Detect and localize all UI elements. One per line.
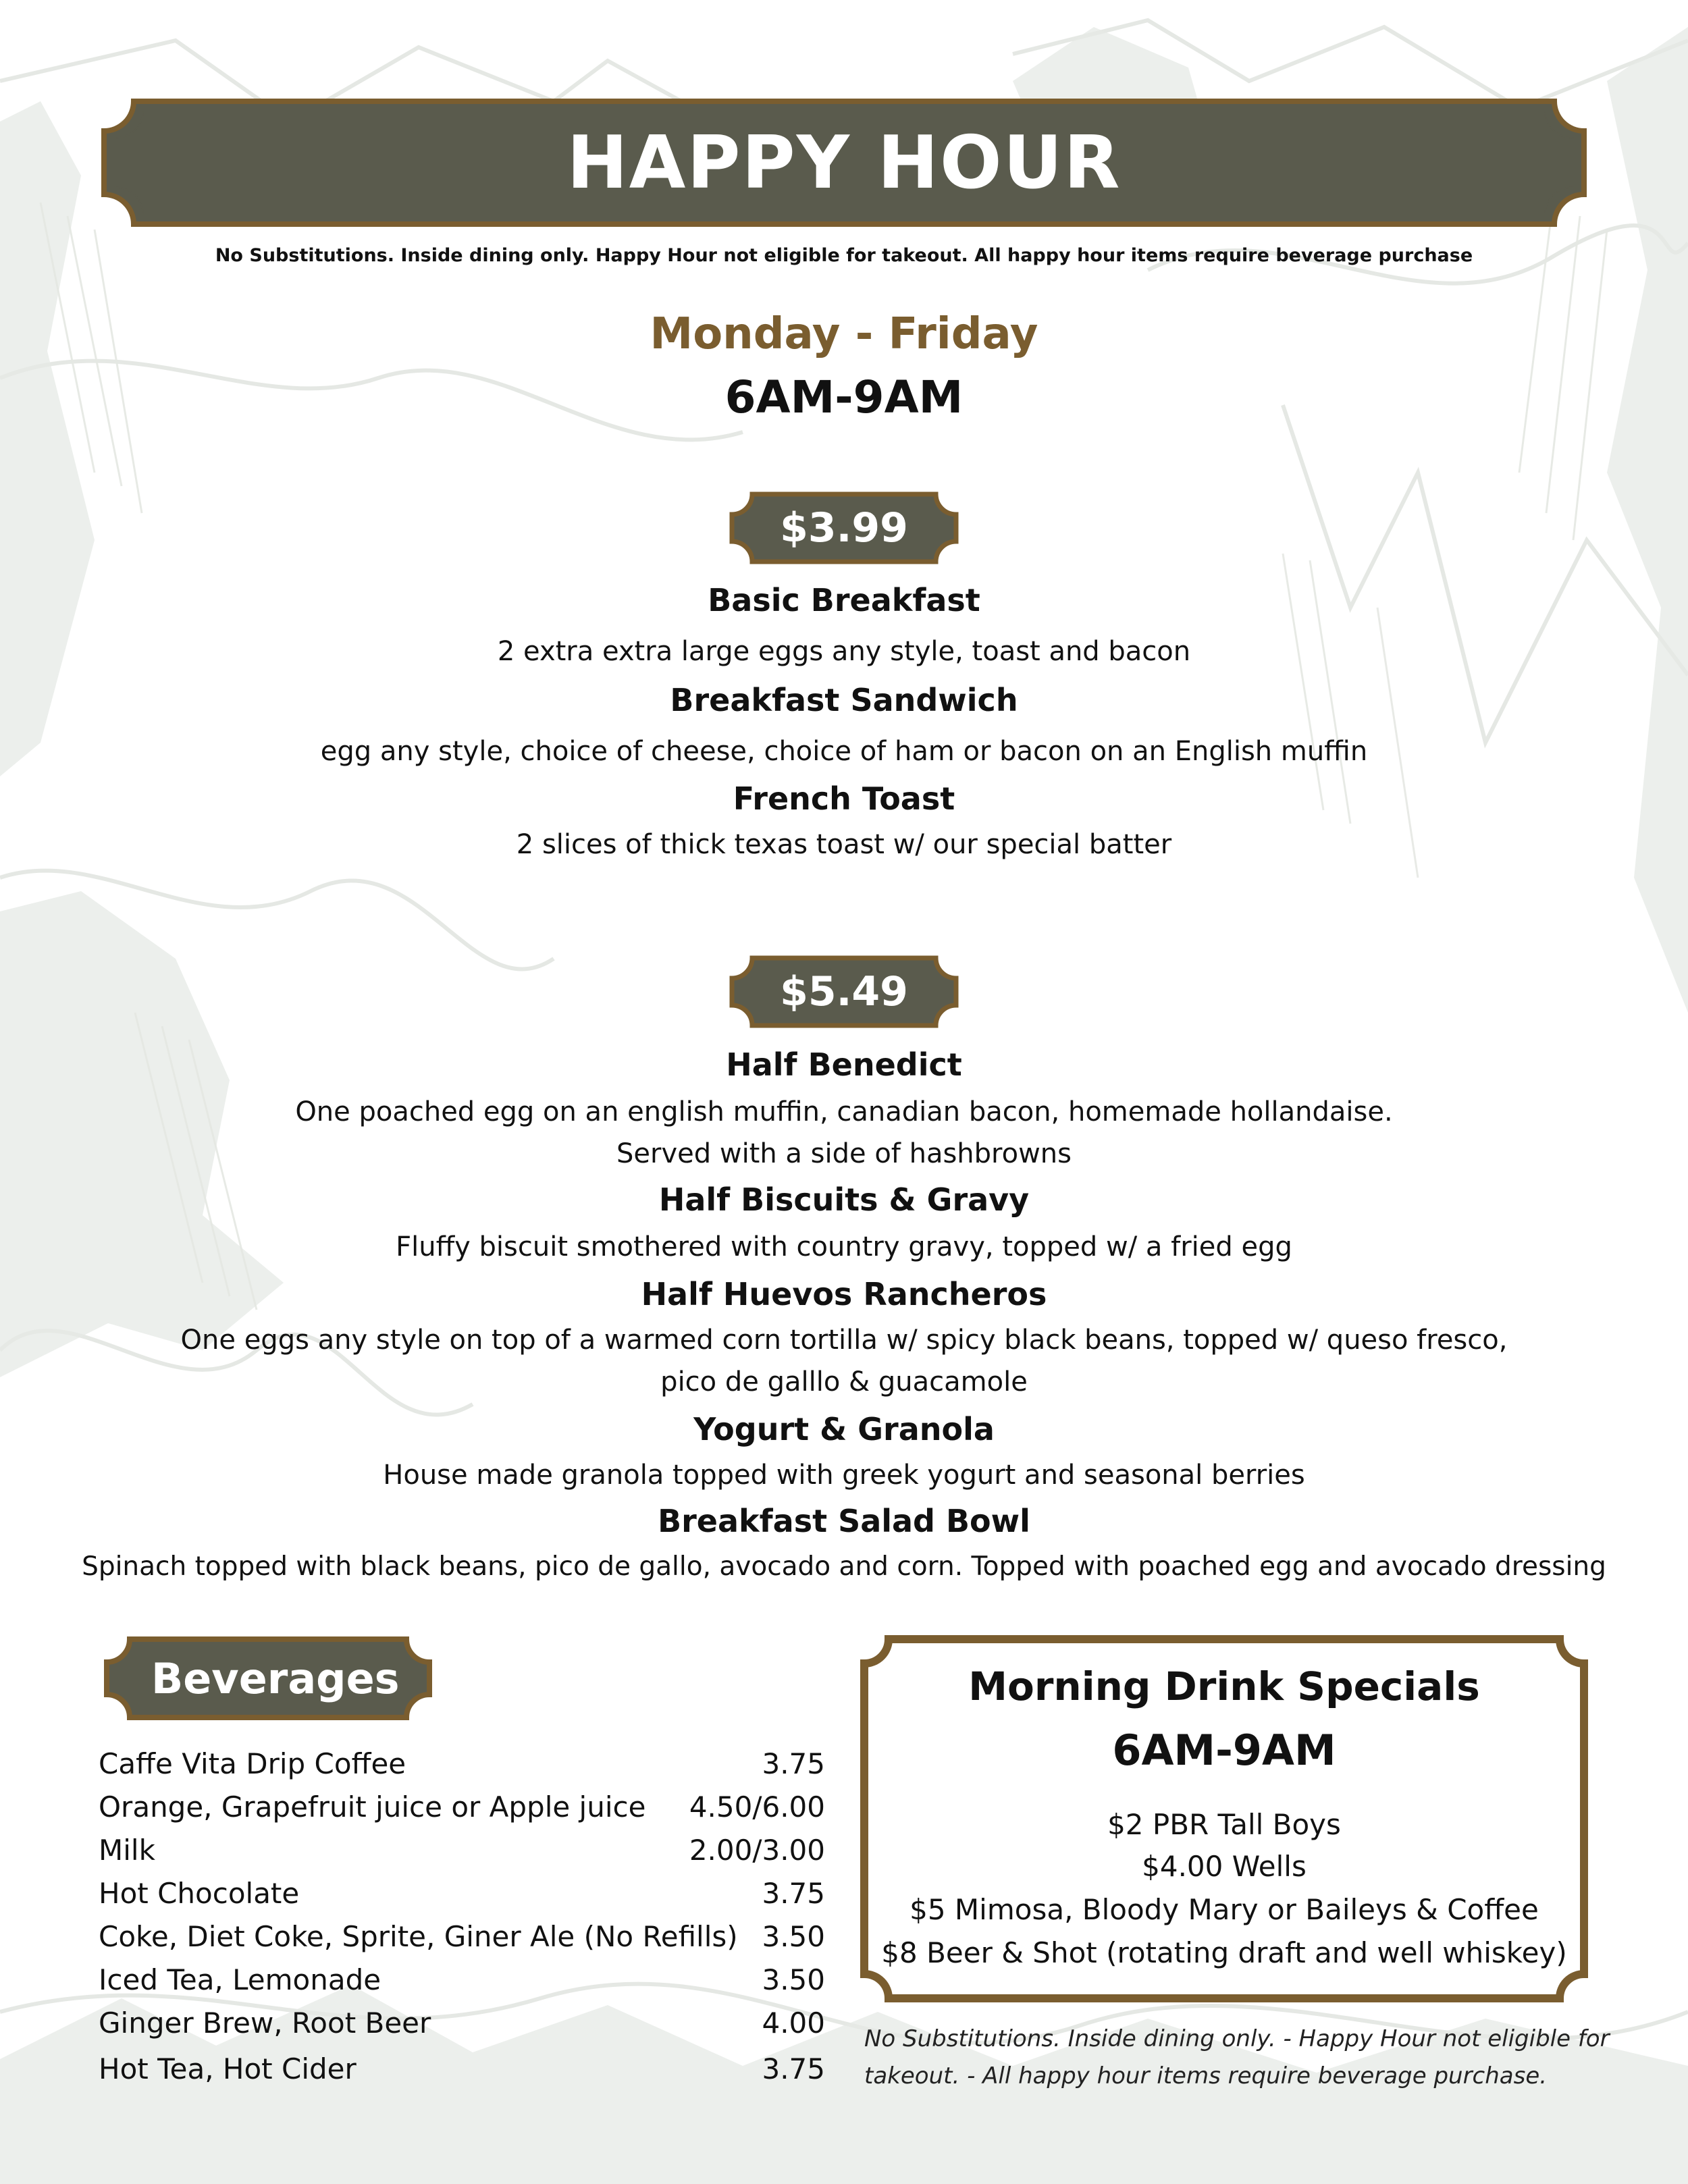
notice-text: No Substitutions. Inside dining only. Happy Hour not eligible for takeout. All happy hour items require beverage purchase [215,245,1473,266]
drink-special-item: $4.00 Wells [1142,1850,1307,1883]
beverage-name: Caffe Vita Drip Coffee [99,1747,406,1780]
price-label: $3.99 [780,504,908,552]
beverage-row [99,1747,825,1785]
beverages-heading-plaque [99,1635,438,1722]
beverage-name: Hot Tea, Hot Cider [99,2052,357,2085]
footnote-line: takeout. - All happy hour items require beverage purchase. [864,2062,1548,2089]
menu-item-desc: Spinach topped with black beans, pico de gallo, avocado and corn. Topped with poached egg and avocado dressing [82,1551,1606,1582]
beverage-name: Ginger Brew, Root Beer [99,2006,431,2040]
menu-item-desc: One poached egg on an english muffin, canadian bacon, homemade hollandaise. [295,1096,1393,1127]
beverage-name: Iced Tea, Lemonade [99,1963,381,1996]
menu-item-desc: House made granola topped with greek yogurt and seasonal berries [383,1460,1305,1491]
menu-item-name: Breakfast Sandwich [670,682,1018,718]
menu-item-name: Basic Breakfast [708,582,980,618]
schedule-hours: 6AM-9AM [724,371,964,423]
menu-item-desc: 2 slices of thick texas toast w/ our special batter [516,829,1172,860]
beverage-name: Hot Chocolate [99,1877,300,1910]
footnote-line: No Substitutions. Inside dining only. - Happy Hour not eligible for [864,2025,1610,2052]
menu-item-desc: Fluffy biscuit smothered with country gravy, topped w/ a fried egg [396,1231,1292,1262]
drink-specials-title: Morning Drink Specials [968,1663,1480,1709]
beverage-name: Orange, Grapefruit juice or Apple juice [99,1790,646,1823]
menu-item-name: Yogurt & Granola [693,1411,995,1447]
schedule-days: Monday - Friday [650,309,1038,359]
drink-specials-hours: 6AM-9AM [1112,1726,1336,1775]
beverage-price: 2.00/3.00 [689,1834,825,1867]
beverage-row [99,1877,825,1915]
menu-item-name: Half Huevos Rancheros [641,1276,1047,1312]
beverage-row [99,1790,825,1828]
beverage-row [99,2006,825,2044]
beverage-price: 3.50 [762,1963,825,1996]
beverage-row [99,1963,825,2001]
menu-item-desc: Served with a side of hashbrowns [616,1138,1072,1169]
title-banner [99,99,1589,227]
beverage-name: Coke, Diet Coke, Sprite, Giner Ale (No Refills) [99,1920,738,1953]
beverages-heading: Beverages [151,1653,400,1703]
menu-item-desc: egg any style, choice of cheese, choice of ham or bacon on an English muffin [320,736,1368,767]
beverage-price: 3.50 [762,1920,825,1953]
beverage-row [99,1920,825,1958]
beverage-price: 4.00 [762,2006,825,2040]
menu-item-desc: pico de galllo & guacamole [660,1366,1028,1397]
drink-special-item: $8 Beer & Shot (rotating draft and well whiskey) [881,1936,1567,1969]
price-badge-tier-2 [725,955,963,1028]
beverage-row [99,2052,825,2090]
page-title: HAPPY HOUR [566,120,1122,205]
menu-item-name: Breakfast Salad Bowl [658,1503,1030,1539]
beverage-price: 3.75 [762,1747,825,1780]
menu-item-desc: 2 extra extra large eggs any style, toast and bacon [497,636,1191,667]
drink-special-item: $2 PBR Tall Boys [1107,1808,1341,1841]
beverage-price: 3.75 [762,2052,825,2085]
menu-item-name: Half Benedict [726,1046,962,1083]
beverage-name: Milk [99,1834,155,1867]
price-badge-tier-1 [725,491,963,564]
menu-item-desc: One eggs any style on top of a warmed corn tortilla w/ spicy black beans, topped w/ queso fresco, [180,1325,1508,1356]
beverage-row [99,1834,825,1871]
menu-item-name: French Toast [733,780,955,817]
drink-special-item: $5 Mimosa, Bloody Mary or Baileys & Coffee [909,1893,1539,1926]
beverage-price: 4.50/6.00 [689,1790,825,1823]
menu-item-name: Half Biscuits & Gravy [658,1181,1030,1218]
price-label: $5.49 [780,968,908,1015]
beverage-price: 3.75 [762,1877,825,1910]
